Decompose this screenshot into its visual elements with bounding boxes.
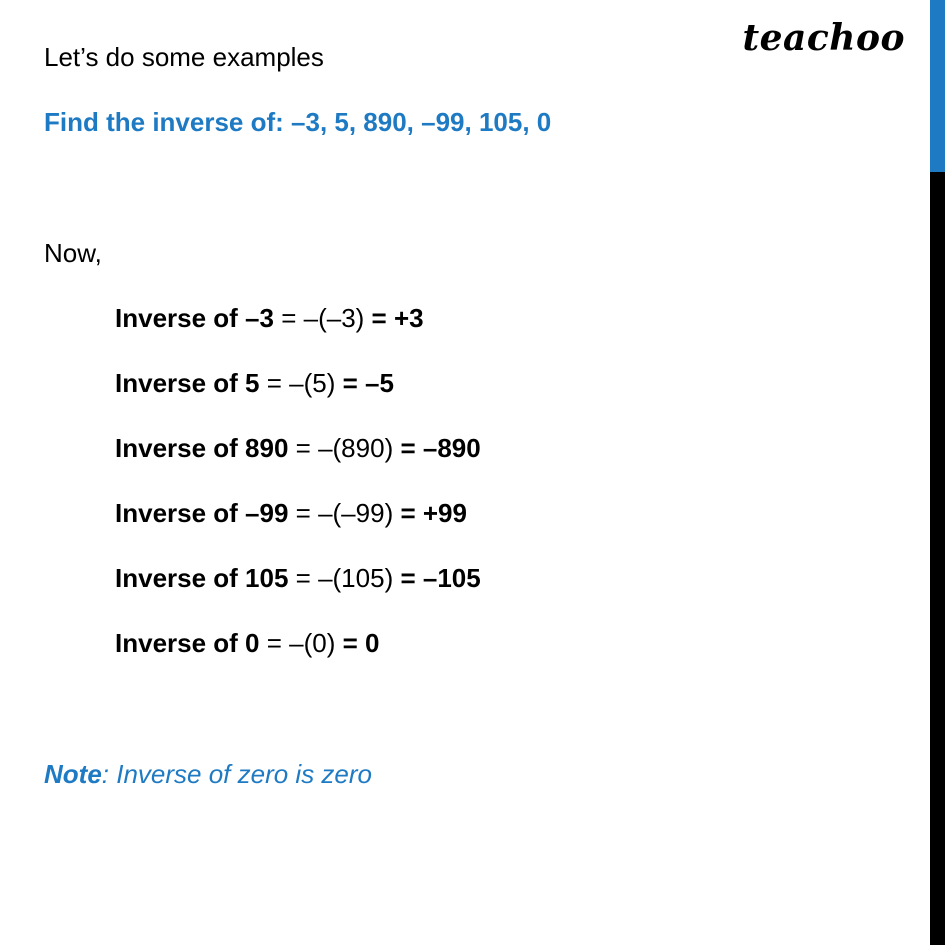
row-expression: = –(–99) (288, 498, 401, 528)
inverse-row (115, 366, 394, 400)
intro-text: Let’s do some examples (44, 42, 324, 72)
now-text: Now, (44, 238, 102, 268)
note-body: : Inverse of zero is zero (101, 759, 373, 789)
row-result: = +99 (400, 498, 467, 528)
row-label: Inverse of 5 (115, 368, 260, 398)
row-expression: = –(890) (288, 433, 401, 463)
row-expression: = –(0) (259, 628, 343, 658)
note-text (44, 757, 372, 791)
row-label: Inverse of –99 (115, 498, 289, 528)
row-expression: = –(5) (259, 368, 343, 398)
scrollbar-thumb[interactable] (930, 0, 945, 172)
row-result: = –5 (342, 368, 394, 398)
row-label: Inverse of 105 (115, 563, 289, 593)
row-result: = +3 (371, 303, 424, 333)
note-label: Note (44, 759, 102, 789)
row-result: = 0 (342, 628, 380, 658)
row-expression: = –(–3) (273, 303, 372, 333)
teachoo-logo[interactable]: teachoo (742, 17, 905, 59)
row-label: Inverse of –3 (115, 303, 274, 333)
inverse-row (115, 431, 481, 465)
inverse-row (115, 301, 424, 335)
row-result: = –105 (400, 563, 481, 593)
row-label: Inverse of 0 (115, 628, 260, 658)
row-expression: = –(105) (288, 563, 401, 593)
row-label: Inverse of 890 (115, 433, 289, 463)
inverse-row (115, 561, 481, 595)
question-heading: Find the inverse of: –3, 5, 890, –99, 105, 0 (44, 107, 552, 137)
inverse-row (115, 496, 467, 530)
row-result: = –890 (400, 433, 481, 463)
inverse-row (115, 626, 379, 660)
